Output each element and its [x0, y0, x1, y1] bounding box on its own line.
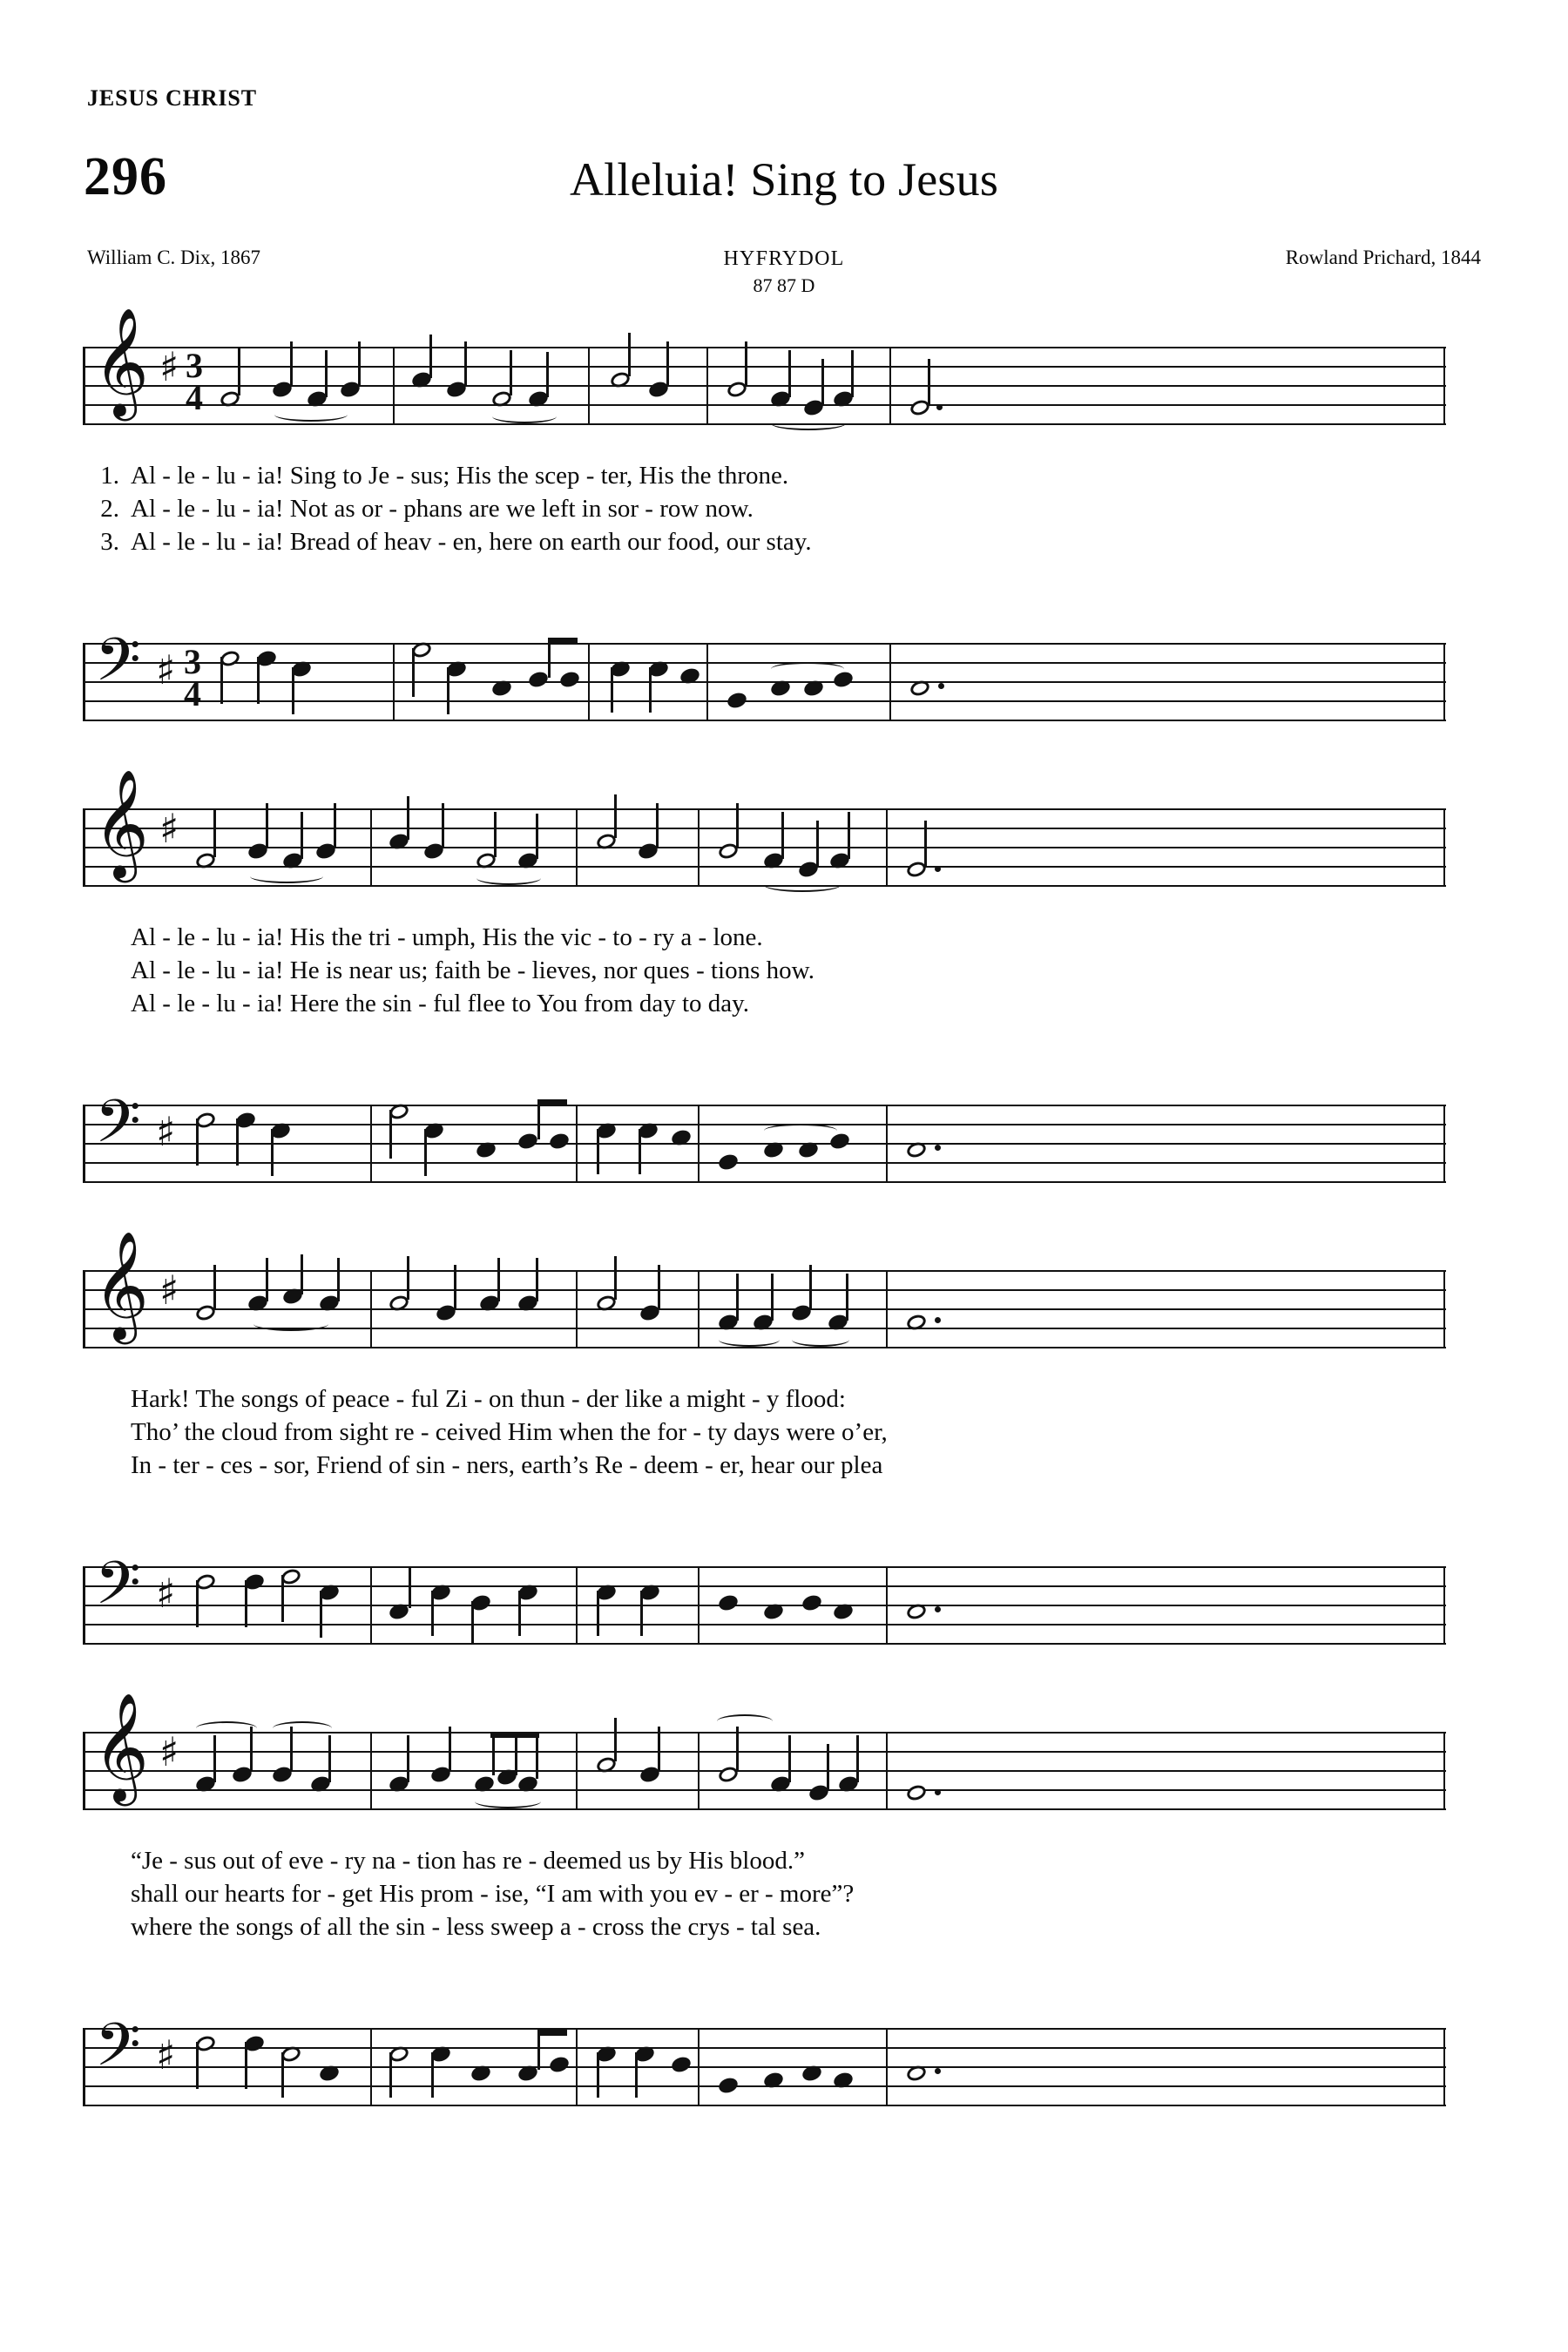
verse-text: Al - le - lu - ia! Here the sin - ful flee to You from day to day. [131, 990, 750, 1017]
verse-number: 1. [100, 462, 119, 490]
treble-staff-3 [83, 1231, 1446, 1352]
treble-clef-icon: 𝄞 [93, 769, 149, 878]
meter: 87 87 D [753, 274, 815, 297]
verse-text: Al - le - lu - ia! He is near us; faith be - lieves, nor ques - tions how. [131, 956, 814, 984]
key-signature: ♯ [159, 805, 179, 852]
treble-clef-icon: 𝄞 [93, 308, 149, 416]
author-credit: William C. Dix, 1867 [87, 247, 261, 268]
lyric-line [83, 1385, 1477, 1418]
bass-system-2 [83, 1089, 1446, 1186]
treble-staff-2 [83, 769, 1446, 890]
key-signature: ♯ [159, 1728, 179, 1775]
key-signature: ♯ [156, 1108, 176, 1155]
time-signature-top: 3 [184, 642, 201, 681]
lyric-line [83, 1880, 1477, 1913]
lyrics-block-4 [83, 1847, 1477, 1946]
time-signature-bottom: 4 [186, 377, 203, 417]
verse-text: Al - le - lu - ia! His the tri - umph, His the vic - to - ry a - lone. [131, 923, 763, 951]
key-signature: ♯ [156, 2031, 176, 2078]
verse-text: Hark! The songs of peace - ful Zi - on thun - der like a might - y flood: [131, 1385, 846, 1413]
section-label: JESUS CHRIST [87, 85, 258, 111]
verse-text: “Je - sus out of eve - ry na - tion has re - deemed us by His blood.” [131, 1847, 805, 1875]
treble-clef-icon: 𝄞 [93, 1693, 149, 1801]
bass-clef-icon: 𝄢 [95, 626, 141, 709]
time-signature [184, 642, 201, 713]
key-signature: ♯ [156, 646, 176, 693]
treble-staff-1 [83, 308, 1446, 429]
time-signature-bottom: 4 [184, 673, 201, 713]
lyric-line [83, 990, 1477, 1023]
system-1 [83, 308, 1446, 429]
key-signature: ♯ [156, 1570, 176, 1617]
time-signature-top: 3 [186, 346, 203, 385]
bass-clef-icon: 𝄢 [95, 1550, 141, 1632]
verse-number: 2. [100, 495, 119, 523]
verse-text: Al - le - lu - ia! Not as or - phans are we left in sor - row now. [131, 495, 754, 523]
page-title: Alleluia! Sing to Jesus [569, 153, 999, 206]
lyric-line [83, 462, 1477, 495]
lyric-line [83, 495, 1477, 528]
lyric-line [83, 923, 1477, 956]
verse-text: Al - le - lu - ia! Sing to Je - sus; His the scep - ter, His the throne. [131, 462, 789, 490]
lyrics-block-2 [83, 923, 1477, 1023]
key-signature: ♯ [159, 1267, 179, 1314]
lyric-line [83, 1913, 1477, 1946]
system-3 [83, 1231, 1446, 1352]
bass-staff-1 [83, 627, 1446, 725]
bass-staff-2 [83, 1089, 1446, 1186]
bass-clef-icon: 𝄢 [95, 2011, 141, 2094]
bass-system-3 [83, 1551, 1446, 1648]
bass-staff-3 [83, 1551, 1446, 1648]
lyric-line [83, 1418, 1477, 1451]
verse-text: shall our hearts for - get His prom - ise, “I am with you ev - er - more”? [131, 1880, 855, 1908]
tune-name: HYFRYDOL [723, 247, 845, 270]
system-2 [83, 769, 1446, 890]
verse-text: Tho’ the cloud from sight re - ceived Him when the for - ty days were o’er, [131, 1418, 888, 1446]
bass-system-1 [83, 627, 1446, 725]
lyrics-block-1 [83, 462, 1477, 561]
hymn-number: 296 [84, 147, 167, 206]
lyric-line [83, 956, 1477, 990]
lyric-line [83, 528, 1477, 561]
key-signature: ♯ [159, 343, 179, 390]
verse-number: 3. [100, 528, 119, 556]
bass-staff-4 [83, 2012, 1446, 2110]
verse-text: where the songs of all the sin - less sweep a - cross the crys - tal sea. [131, 1913, 821, 1941]
treble-staff-4 [83, 1693, 1446, 1814]
time-signature [186, 346, 203, 417]
verse-text: In - ter - ces - sor, Friend of sin - ners, earth’s Re - deem - er, hear our plea [131, 1451, 883, 1479]
treble-clef-icon: 𝄞 [93, 1231, 149, 1340]
composer-credit: Rowland Prichard, 1844 [1285, 247, 1481, 268]
lyric-line [83, 1451, 1477, 1484]
lyrics-block-3 [83, 1385, 1477, 1484]
lyric-line [83, 1847, 1477, 1880]
bass-system-4 [83, 2012, 1446, 2110]
system-4 [83, 1693, 1446, 1814]
bass-clef-icon: 𝄢 [95, 1088, 141, 1171]
verse-text: Al - le - lu - ia! Bread of heav - en, here on earth our food, our stay. [131, 528, 812, 556]
